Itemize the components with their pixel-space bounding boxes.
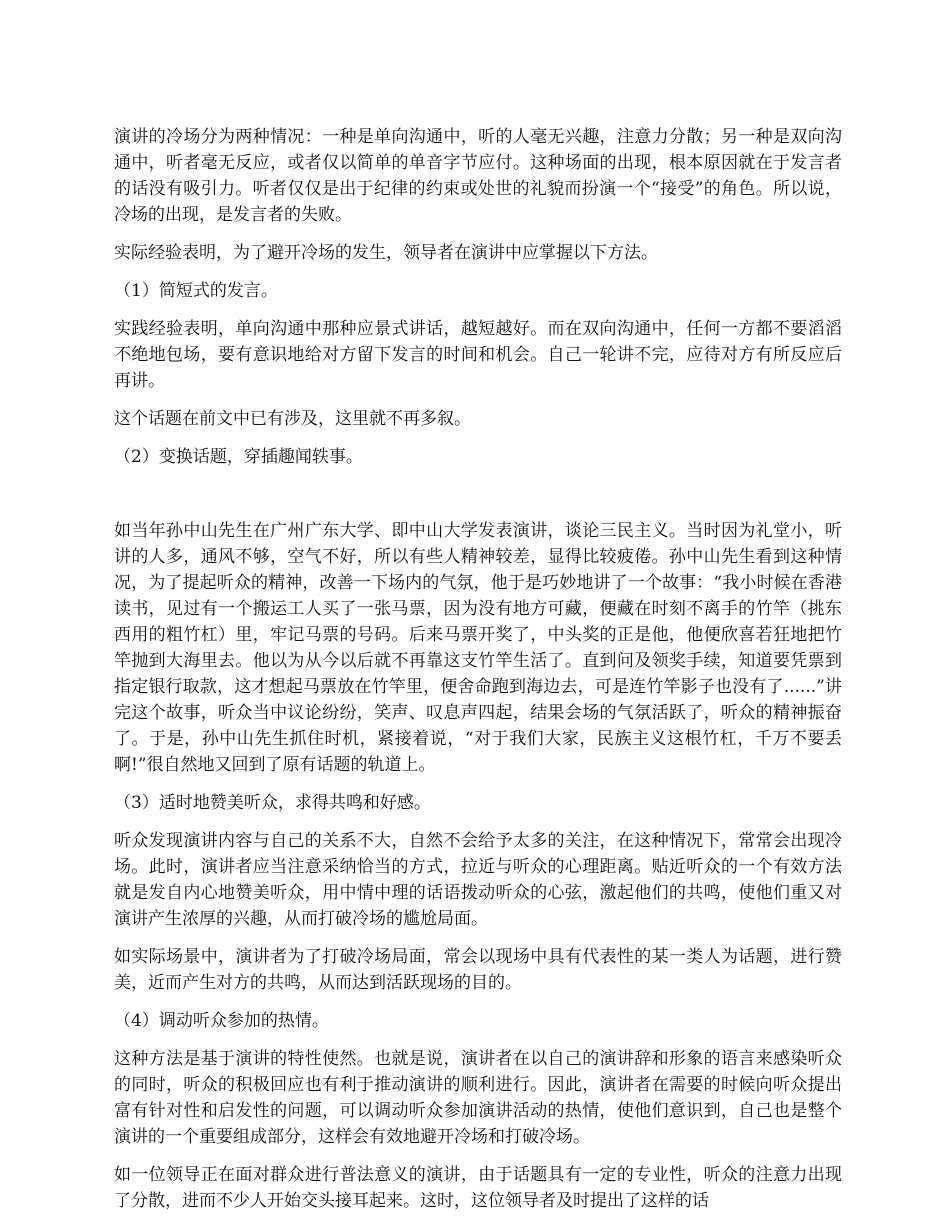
- paragraph-method-3-example: 如实际场景中，演讲者为了打破冷场局面，常会以现场中具有代表性的某一类人为话题，进行赞美，近而产生对方的共鸣，从而达到活跃现场的目的。: [114, 947, 842, 993]
- paragraph-method-2-example: 如当年孙中山先生在广州广东大学、即中山大学发表演讲，谈论三民主义。当时因为礼堂小，听讲的人多，通风不够，空气不好，所以有些人精神较差，显得比较疲倦。孙中山先生看到这种情况，为了提起听众的精神，改善一下场内的气氛，他于是巧妙地讲了一个故事：“我小时候在香港读书，见过有一个搬运工人买了一张马票，因为没有地方可藏，便藏在时刻不离手的竹竿（挑东西用的粗竹杠）里，牢记马票的号码。后来马票开奖了，中头奖的正是他，他便欣喜若狂地把竹竿抛到大海里去。他以为从今以后就不再靠这支竹竿生活了。直到问及领奖手续，知道要凭票到指定银行取款，这才想起马票放在竹竿里，便舍命跑到海边去，可是连竹竿影子也没有了......”讲完这个故事，听众当中议论纷纷，笑声、叹息声四起，结果会场的气氛活跃了，听众的精神振奋了。于是，孙中山先生抓住时机，紧接着说，“对于我们大家，民族主义这根竹杠，千万不要丢啊!”很自然地又回到了原有话题的轨道上。: [114, 521, 842, 775]
- paragraph-method-1-body: 实践经验表明，单向沟通中那种应景式讲话，越短越好。而在双向沟通中，任何一方都不要滔滔不绝地包场，要有意识地给对方留下发言的时间和机会。自己一轮讲不完，应待对方有所反应后再讲。: [114, 319, 842, 391]
- paragraph-method-4-example: 如一位领导正在面对群众进行普法意义的演讲，由于话题具有一定的专业性，听众的注意力出现了分散，进而不少人开始交头接耳起来。这时，这位领导者及时提出了这样的话: [114, 1165, 842, 1211]
- paragraph-method-1-note: 这个话题在前文中已有涉及，这里就不再多叙。: [114, 409, 471, 429]
- paragraph-methods-intro: 实际经验表明，为了避开冷场的发生，领导者在演讲中应掌握以下方法。: [114, 243, 658, 263]
- paragraph-method-3-body: 听众发现演讲内容与自己的关系不大，自然不会给予太多的关注，在这种情况下，常常会出现冷场。此时，演讲者应当注意采纳恰当的方式，拉近与听众的心理距离。贴近听众的一个有效方法就是发自内心地赞美听众，用中情中理的话语拨动听众的心弦，激起他们的共鸣，使他们重又对演讲产生浓厚的兴趣，从而打破冷场的尴尬局面。: [114, 831, 842, 929]
- document-body: [114, 124, 842, 1226]
- heading-method-1: （1）简短式的发言。: [114, 281, 278, 301]
- heading-method-3: （3）适时地赞美听众，求得共鸣和好感。: [114, 793, 431, 813]
- paragraph-method-4-body: 这种方法是基于演讲的特性使然。也就是说，演讲者在以自己的演讲辞和形象的语言来感染听众的同时，听众的积极回应也有利于推动演讲的顺利进行。因此，演讲者在需要的时候向听众提出富有针对性和启发性的问题，可以调动听众参加演讲活动的热情，使他们意识到，自己也是整个演讲的一个重要组成部分，这样会有效地避开冷场和打破冷场。: [114, 1049, 842, 1147]
- heading-method-4: （4）调动听众参加的热情。: [114, 1011, 329, 1031]
- paragraph-cold-scene-definition: 演讲的冷场分为两种情况：一种是单向沟通中，听的人毫无兴趣，注意力分散；另一种是双向沟通中，听者毫无反应，或者仅以简单的单音字节应付。这种场面的出现，根本原因就在于发言者的话没有吸引力。听者仅仅是出于纪律的约束或处世的礼貌而扮演一个“接受”的角色。所以说，冷场的出现，是发言者的失败。: [114, 127, 842, 225]
- heading-method-2: （2）变换话题，穿插趣闻轶事。: [114, 447, 363, 467]
